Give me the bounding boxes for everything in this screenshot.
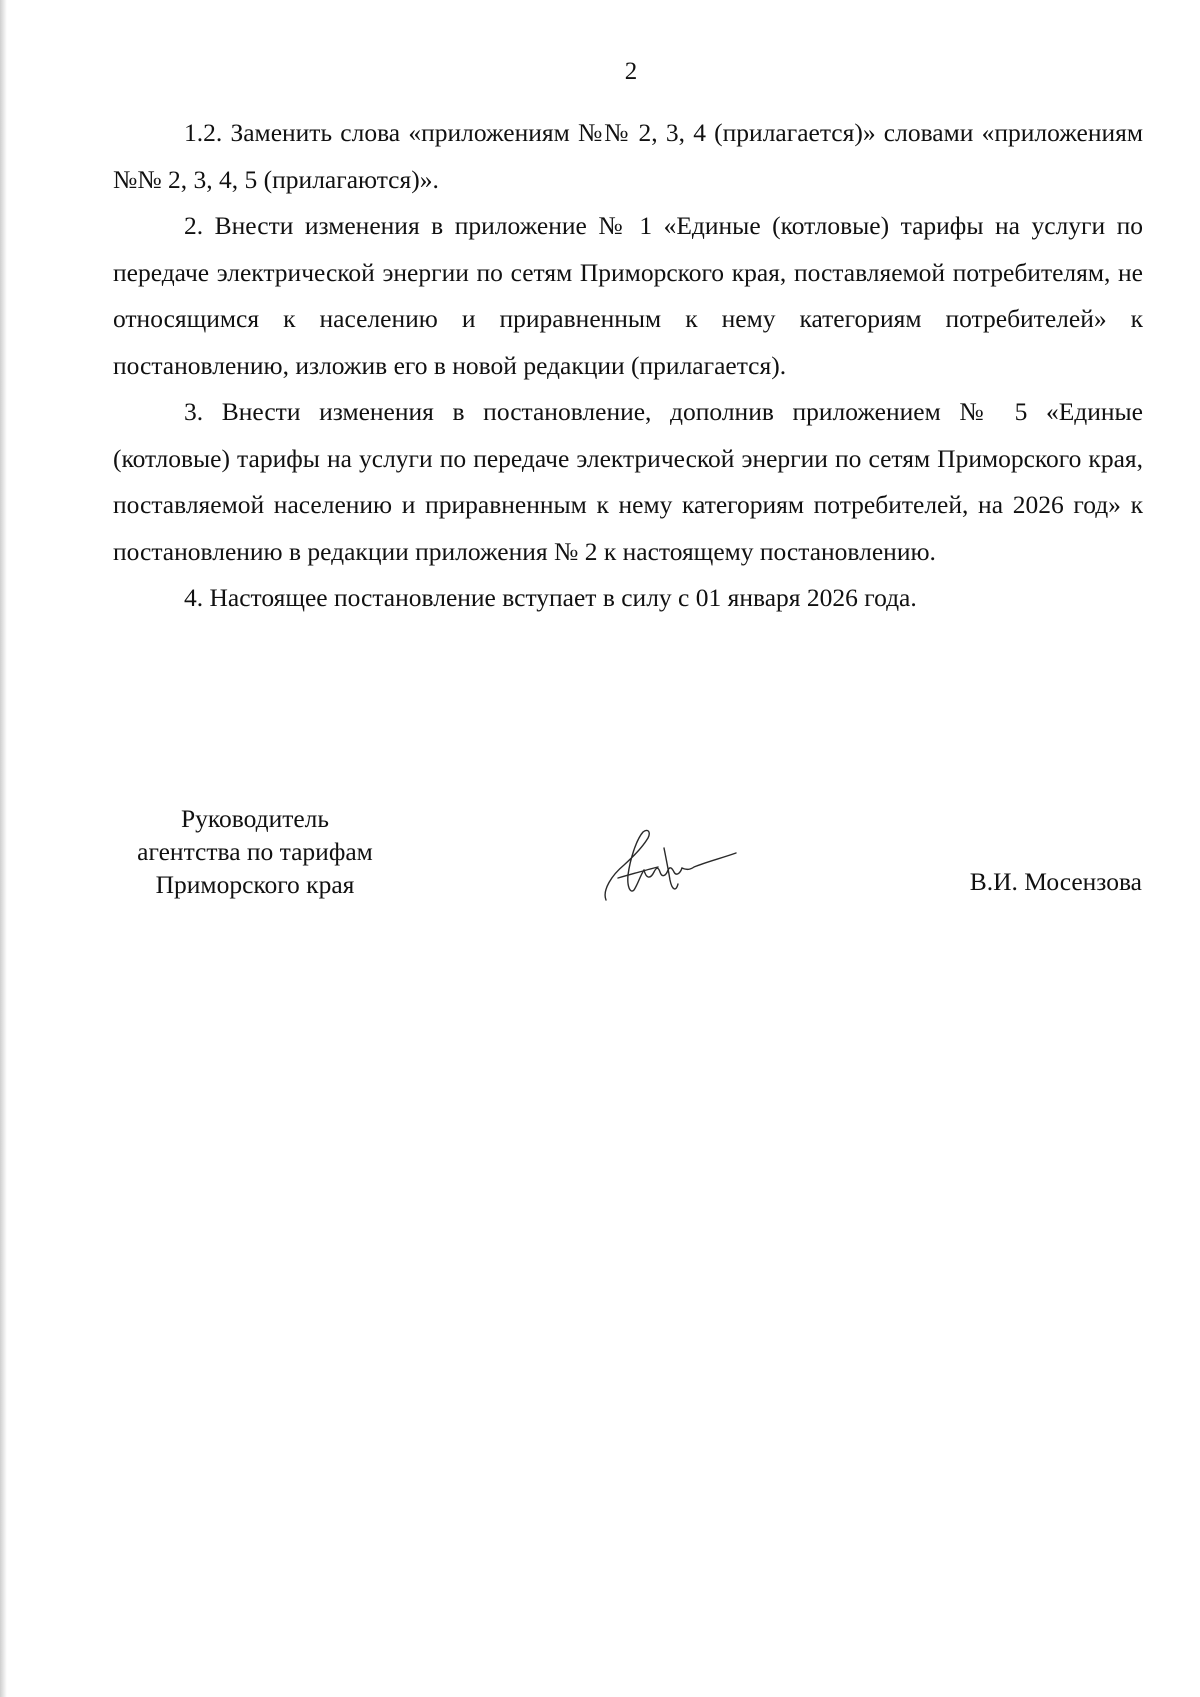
paragraph-2: 2. Внести изменения в приложение № 1 «Единые (котловые) тарифы на услуги по передаче электрической энергии по сетям Приморского края, поставляемой потребителям, не относящимся к населению и приравненным к нему категориям потребителей» к постановлению, изложив его в новой редакции (прилагается).	[113, 211, 1143, 380]
signatory-name: В.И. Мосензова	[969, 867, 1142, 896]
handwritten-signature	[598, 820, 738, 905]
signatory-title-line: Руководитель	[180, 804, 330, 833]
document-body	[113, 110, 1143, 622]
paragraph-1-2: 1.2. Заменить слова «приложениям №№ 2, 3, 4 (прилагается)» словами «приложениям №№ 2, 3, 4, 5 (прилагаются)».	[113, 118, 1143, 194]
paragraph-4: 4. Настоящее постановление вступает в силу с 01 января 2026 года.	[184, 583, 917, 612]
signatory-title	[100, 802, 410, 901]
signatory-title-line: Приморского края	[155, 870, 355, 899]
signatory-title-line: агентства по тарифам	[137, 837, 373, 866]
scan-page-edge	[0, 0, 7, 1697]
paragraph-3: 3. Внести изменения в постановление, дополнив приложением № 5 «Единые (котловые) тарифы на услуги по передаче электрической энергии по сетям Приморского края, поставляемой населению и приравненным к нему категориям потребителей, на 2026 год» к постановлению в редакции приложения № 2 к настоящему постановлению.	[113, 397, 1143, 566]
page-number: 2	[624, 58, 638, 85]
